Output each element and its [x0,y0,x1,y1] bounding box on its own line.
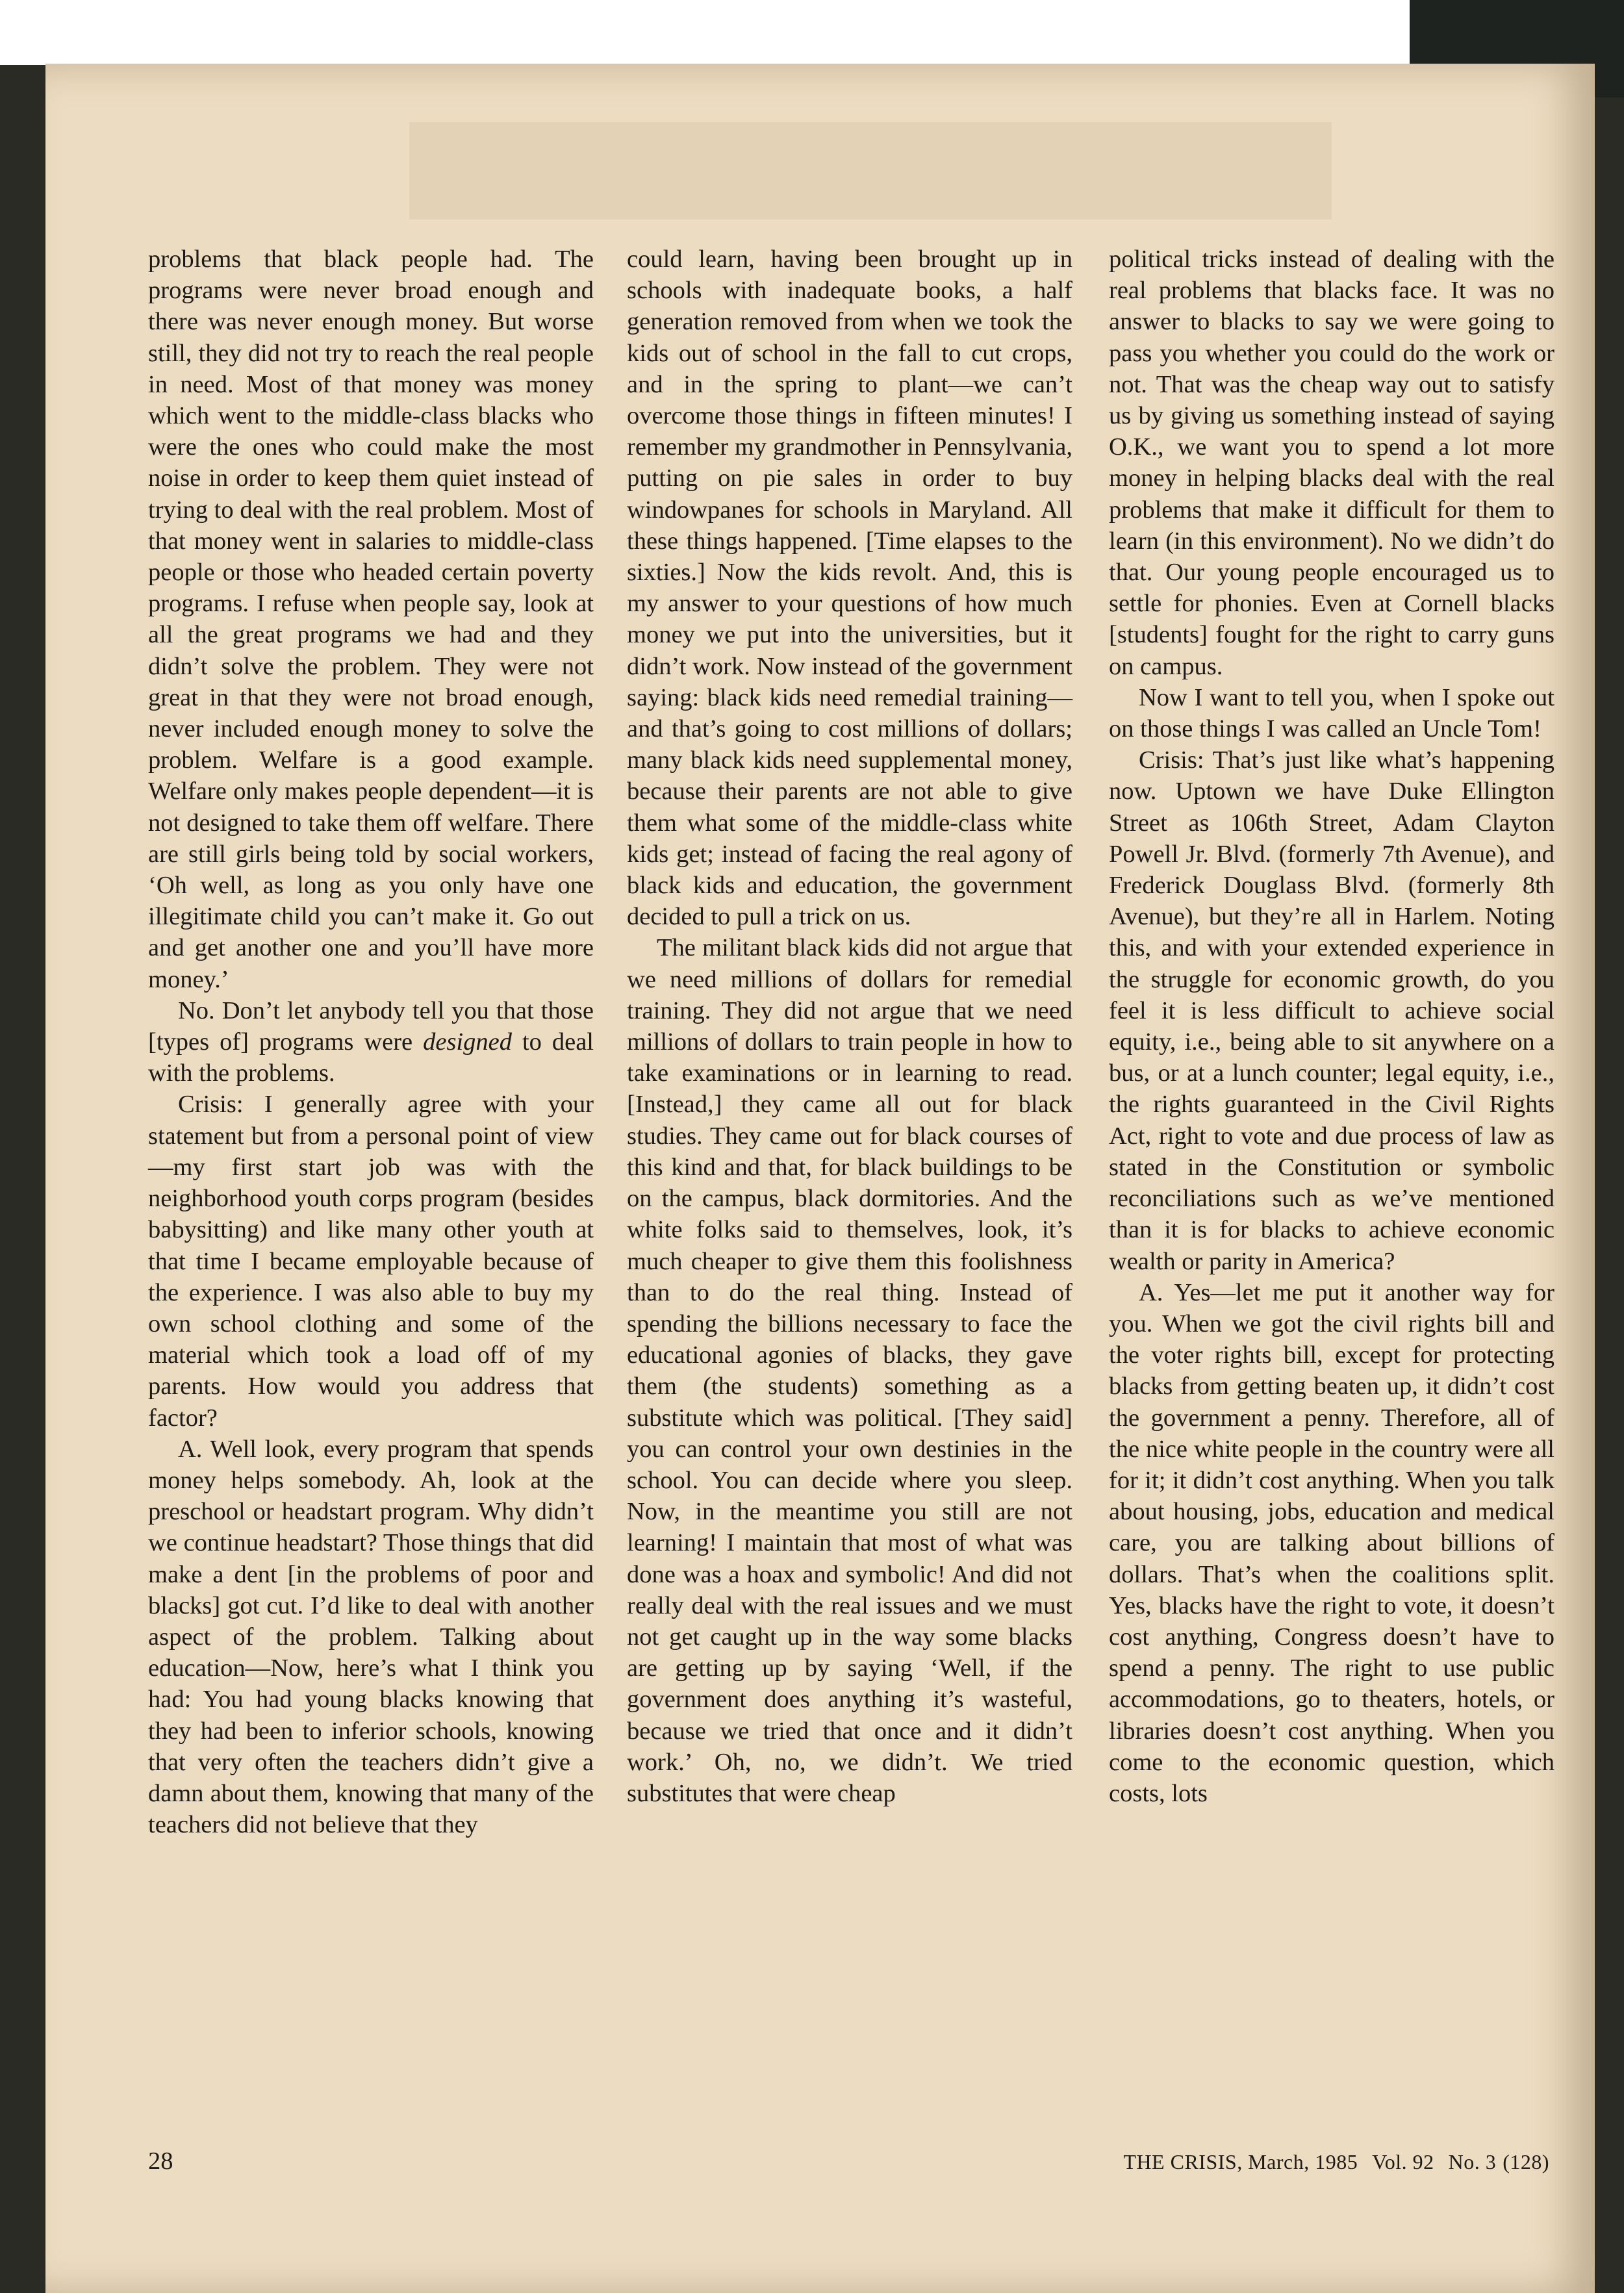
paragraph: Crisis: I generally agree with your statement but from a personal point of view—my first start job was with the neighborhood youth corps program (besides babysitting) and like many other youth at that time I became employable because of the experience. I was also able to buy my own school clothing and some of the material which took a load off of my parents. How would you address that factor? [148,1091,594,1432]
paragraph: No. Don’t let anybody tell you that those [types of] programs were designed to deal with the problems. [148,996,594,1087]
issue-citation [1123,2150,1549,2174]
volume: Vol. 92 [1372,2150,1434,2173]
show-through-heading [409,122,1332,220]
text-column-2 [627,244,1072,2121]
text-column-3 [1109,244,1554,2121]
paragraph: problems that black people had. The programs were never broad enough and there was never enough money. But worse still, they did not try to reach the real people in need. Most of that money was money which went to the middle-class blacks who were the ones who could make the most noise in order to keep them quiet instead of trying to deal with the real problem. Most of that money went in salaries to middle-class people or those who headed certain poverty programs. I refuse when people say, look at all the great programs we had and they didn’t solve the problem. They were not great in that they were not broad enough, never included enough money to solve the problem. Welfare is a good example. Welfare only makes people dependent—it is not designed to take them off welfare. There are still girls being told by social workers, ‘Oh well, as long as you only have one illegitimate child you can’t make it. Go out and get another one and you’ll have more money.’ [148,246,594,993]
paragraph: The militant black kids did not argue that we need millions of dollars for remedial training. They did not argue that we need millions of dollars to train people in how to take examinations or in learning to read. [Instead,] they came all out for black studies. They came out for black courses of this kind and that, for black buildings to be on the campus, black dormitories. And the white folks said to themselves, look, it’s much cheaper to give them this foolishness than to do the real thing. Instead of spending the billions necessary to face the educational agonies of blacks, they gave them (the students) something as a substitute which was political. [They said] you can control your own destinies in the school. You can decide where you sleep. Now, in the meantime you still are not learning! I maintain that most of what was done was a hoax and symbolic! And did not really deal with the real issues and we must not get caught up in the way some blacks are getting up by saying ‘Well, if the government does anything it’s wasteful, because we tried that once and it didn’t work.’ Oh, no, we didn’t. We tried substitutes that were cheap [627,934,1072,1807]
paragraph: Crisis: That’s just like what’s happening now. Uptown we have Duke Ellington Street as 106th Street, Adam Clayton Powell Jr. Blvd. (formerly 7th Avenue), and Frederick Douglass Blvd. (formerly 8th Avenue), but they’re all in Harlem. Noting this, and with your extended experience in the struggle for economic growth, do you feel it is less difficult to achieve social equity, i.e., being able to sit anywhere on a bus, or at a lunch counter; legal equity, i.e., the rights guaranteed in the Civil Rights Act, right to vote and due process of law as stated in the Constitution or symbolic reconciliations such as we’ve mentioned than it is for blacks to achieve economic wealth or parity in America? [1109,746,1554,1275]
page-number: 28 [148,2147,173,2175]
paragraph: A. Well look, every program that spends money helps somebody. Ah, look at the preschool or headstart program. Why didn’t we continue headstart? Those things that did make a dent [in the problems of poor and blacks] got cut. I’d like to deal with another aspect of the problem. Talking about education—Now, here’s what I think you had: You had young blacks knowing that they had been to inferior schools, knowing that very often the teachers didn’t give a damn about them, knowing that many of the teachers did not believe that they [148,1435,594,1839]
paragraph: political tricks instead of dealing with the real problems that blacks face. It was no answer to blacks to say we were going to pass you whether you could do the work or not. That was the cheap way out to satisfy us by giving us something instead of saying O.K., we want you to spend a lot more money in helping blacks deal with the real problems that make it difficult for them to learn (in this environment). No we didn’t do that. Our young people encouraged us to settle for phonies. Even at Cornell blacks [students] fought for the right to carry guns on campus. [1109,246,1554,680]
paragraph: Now I want to tell you, when I spoke out on those things I was called an Uncle Tom! [1109,683,1554,743]
scan-background-top [0,0,1624,65]
magazine-date: THE CRISIS, March, 1985 [1123,2150,1358,2173]
paragraph: A. Yes—let me put it another way for you. When we got the civil rights bill and the voter rights bill, except for protecting blacks from getting beaten up, it didn’t cost the government a penny. Therefore, all of the nice white people in the country were all for it; it didn’t cost anything. When you talk about housing, jobs, education and medical care, you are talking about billions of dollars. That’s when the coalitions split. Yes, blacks have the right to vote, it doesn’t cost anything, Congress doesn’t have to spend a penny. The right to use public accommodations, go to theaters, hotels, or libraries doesn’t cost anything. When you come to the economic question, which costs, lots [1109,1278,1554,1807]
sequence-page: (128) [1503,2150,1549,2173]
paragraph: could learn, having been brought up in schools with inadequate books, a half generation removed from when we took the kids out of school in the fall to cut crops, and in the spring to plant—we can’t overcome those things in fifteen minutes! I remember my grandmother in Pennsylvania, putting on pie sales in order to buy windowpanes for schools in Maryland. All these things happened. [Time elapses to the sixties.] Now the kids revolt. And, this is my answer to your questions of how much money we put into the universities, but it didn’t work. Now instead of the government saying: black kids need remedial training—and that’s going to cost millions of dollars; many black kids need supplemental money, because their parents are not able to give them what some of the middle-class white kids get; instead of facing the real agony of black kids and education, the government decided to pull a trick on us. [627,246,1072,931]
issue-number: No. 3 [1448,2150,1497,2173]
text-column-1 [148,244,594,2121]
emphasis-text: designed [423,1028,512,1056]
